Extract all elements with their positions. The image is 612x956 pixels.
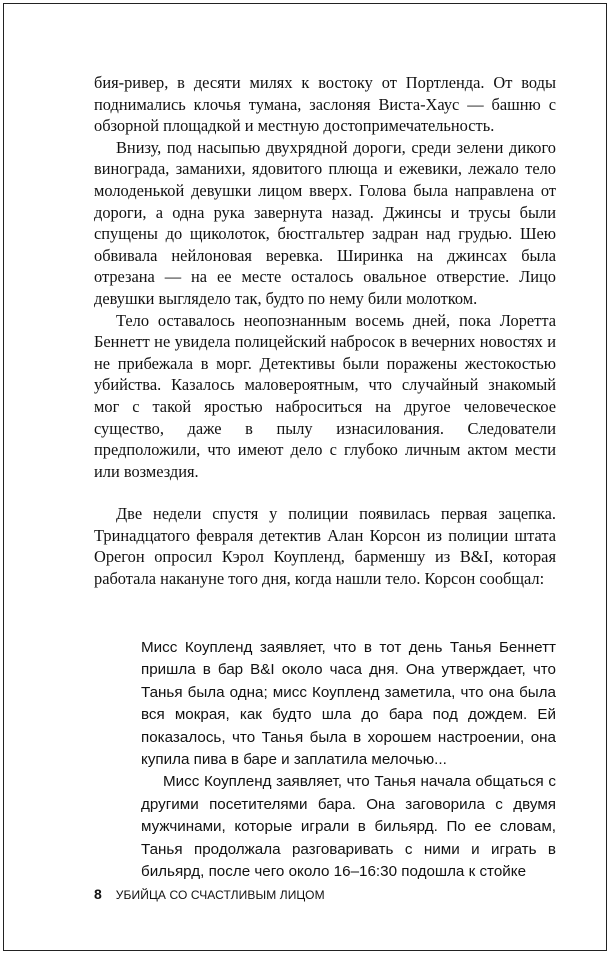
- paragraph-continuation: бия-ривер, в десяти милях к востоку от Портленда. От воды поднимались клочья тумана, заслоняя Виста-Хаус — башню с обзорной площадкой и местную достопримечательность.: [94, 73, 556, 136]
- quote-paragraph-1: Мисс Коупленд заявляет, что в тот день Танья Беннетт пришла в бар B&I около часа дня. Она утверждает, что Танья была одна; мисс Коупленд заметила, что она была вся мокрая, как будто шла до бара под дождем. Ей показалось, что Танья была в хорошем настроении, она купила пива в баре и заплатила мелочью...: [141, 639, 556, 769]
- page-footer: [94, 886, 325, 902]
- paragraph-body-found: Внизу, под насыпью двухрядной дороги, среди зелени дикого винограда, заманихи, ядовитого плюща и ежевики, лежало тело молоденькой девушки лицом вверх. Голова была направлена от дороги, а одна рука завернута назад. Джинсы и трусы были спущены до щиколоток, бюстгальтер задран над грудью. Шею обвивала нейлоновая веревка. Ширинка на джинсах была отрезана — на ее месте осталось овальное отверстие. Лицо девушки выглядело так, будто по нему били молотком.: [94, 137, 556, 308]
- page-number: 8: [94, 886, 102, 902]
- report-quote: [141, 637, 556, 883]
- body-text: [94, 72, 556, 590]
- paragraph-identification: Тело оставалось неопознанным восемь дней, пока Лоретта Беннетт не увидела полицейский набросок в вечерних новостях и не прибежала в морг. Детективы были поражены жестокостью убийства. Казалось маловероятным, что случайный знакомый мог с такой яростью наброситься на другое человеческое существо, даже в пылу изнасилования. Следователи предположили, что имеют дело с глубоко личным актом мести или возмездия.: [94, 310, 556, 481]
- paragraph-first-lead: Две недели спустя у полиции появилась первая зацепка. Тринадцатого февраля детектив Алан Корсон из полиции штата Орегон опросил Кэрол Коупленд, барменшу из B&I, которая работала накануне того дня, когда нашли тело. Корсон сообщал:: [94, 504, 556, 589]
- quote-paragraph-2: Мисс Коупленд заявляет, что Танья начала общаться с другими посетителями бара. Она заговорила с двумя мужчинами, которые играли в бильярд. По ее словам, Танья продолжала разговаривать с ними и играть в бильярд, после чего около 16–16:30 подошла к стойке: [141, 773, 556, 881]
- running-title: УБИЙЦА СО СЧАСТЛИВЫМ ЛИЦОМ: [115, 888, 325, 902]
